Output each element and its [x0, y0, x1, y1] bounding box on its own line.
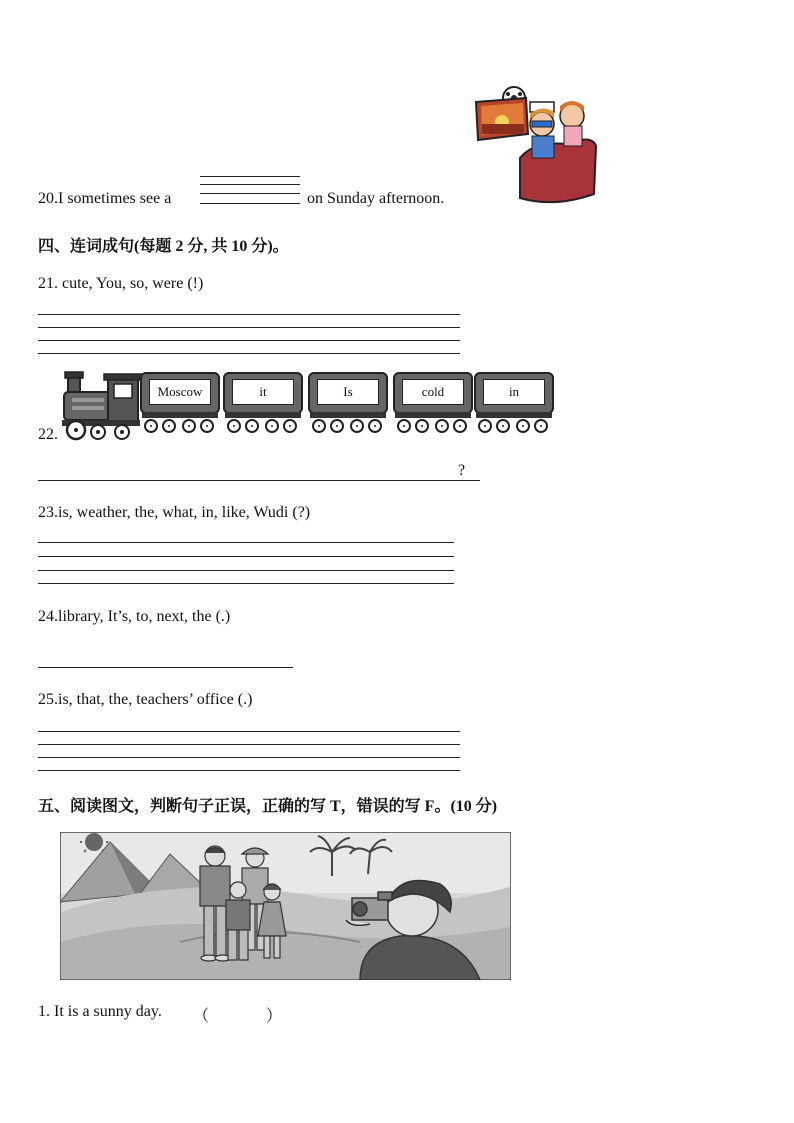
section5-title: 五、阅读图文，判断句子正误，正确的写 T，错误的写 F。(10 分): [38, 798, 498, 815]
desert-photo-illustration: [60, 832, 511, 980]
q24-words: 24.library, It’s, to, next, the (.): [38, 608, 231, 625]
tf-item-1-paren-close: ）: [266, 1008, 283, 1025]
q21-answer-lines[interactable]: [38, 314, 460, 354]
q21-words: 21. cute, You, so, were (!): [38, 275, 204, 292]
tf-item-1-paren-open: （: [193, 1008, 210, 1025]
train-car-4: [393, 372, 473, 438]
q23-answer-lines[interactable]: [38, 542, 454, 584]
train-car-2: [223, 372, 303, 438]
train-car-word: in: [483, 379, 545, 405]
tf-item-1-answer-box[interactable]: [212, 1002, 262, 1022]
locomotive-icon: [60, 370, 144, 442]
train-car-1: [140, 372, 220, 438]
cinema-illustration: [474, 86, 600, 206]
train-car-word: Is: [317, 379, 379, 405]
train-car-word: Moscow: [149, 379, 211, 405]
q22-answer-line[interactable]: [38, 480, 480, 481]
tf-item-1-text: 1. It is a sunny day.: [38, 1003, 162, 1020]
train-car-word: it: [232, 379, 294, 405]
q20-answer-blank[interactable]: [200, 174, 300, 206]
train-car-word: cold: [402, 379, 464, 405]
train-car-5: [474, 372, 554, 438]
q20-text-before: 20.I sometimes see a: [38, 190, 172, 207]
q22-question-mark: ?: [458, 462, 466, 479]
q25-answer-lines[interactable]: [38, 731, 460, 771]
train-car-3: [308, 372, 388, 438]
q23-words: 23.is, weather, the, what, in, like, Wudi (?): [38, 504, 311, 521]
q22-number: 22.: [38, 426, 58, 443]
q24-answer-line[interactable]: [38, 667, 293, 668]
q20-text-after: on Sunday afternoon.: [307, 190, 445, 207]
q25-words: 25.is, that, the, teachers’ office (.): [38, 691, 253, 708]
section4-title: 四、连词成句(每题 2 分, 共 10 分)。: [38, 238, 289, 255]
